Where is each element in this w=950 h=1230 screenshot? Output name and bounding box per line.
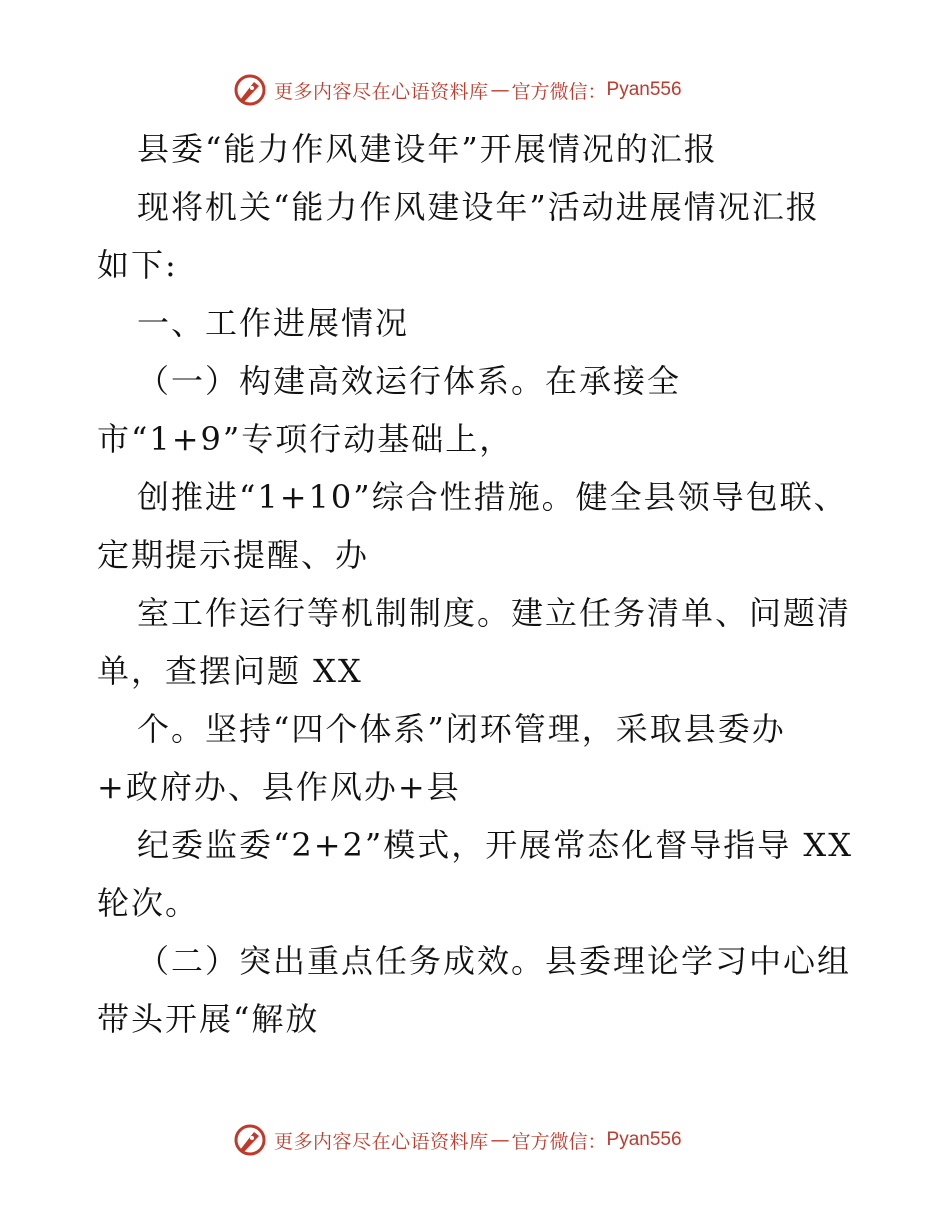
- paragraph-line: （二）突出重点任务成效。县委理论学习中心组: [137, 942, 852, 980]
- paragraph-line: 如下:: [97, 246, 178, 284]
- banner-wechat-id: Pyan556: [606, 79, 682, 100]
- paragraph-line: 一、工作进展情况: [137, 304, 410, 342]
- banner-separator: —: [490, 1129, 510, 1151]
- pen-nib-logo-icon: [232, 1122, 268, 1158]
- banner-wechat-label: 官方微信：: [511, 1130, 607, 1153]
- banner-wechat-id: Pyan556: [606, 1129, 682, 1150]
- paragraph-line: 轮次。: [97, 884, 200, 922]
- paragraph-line: +政府办、县作风办+县: [97, 768, 461, 806]
- banner-wechat-label: 官方微信：: [511, 80, 607, 103]
- banner-separator: —: [490, 79, 510, 101]
- footer-banner: [232, 1120, 682, 1160]
- banner-main-text: 更多内容尽在心语资料库: [274, 80, 489, 103]
- paragraph-line: 定期提示提醒、办: [97, 536, 370, 574]
- paragraph-line: 个。坚持“四个体系”闭环管理，采取县委办: [137, 710, 786, 748]
- pen-nib-logo-icon: [232, 72, 268, 108]
- paragraph-line: 市“1+9”专项行动基础上，: [97, 420, 514, 458]
- document-body: [97, 120, 867, 1048]
- header-banner: [232, 70, 682, 110]
- banner-main-text: 更多内容尽在心语资料库: [274, 1130, 489, 1153]
- paragraph-line: 县委“能力作风建设年”开展情况的汇报: [137, 130, 718, 168]
- paragraph-line: 纪委监委“2+2”模式，开展常态化督导指导 XX: [137, 826, 853, 864]
- paragraph-line: （一）构建高效运行体系。在承接全: [137, 362, 682, 400]
- paragraph-line: 现将机关“能力作风建设年”活动进展情况汇报: [137, 188, 820, 226]
- paragraph-line: 单，查摆问题 XX: [97, 652, 363, 690]
- paragraph-line: 室工作运行等机制制度。建立任务清单、问题清: [137, 594, 852, 632]
- paragraph-line: 创推进“1+10”综合性措施。健全县领导包联、: [137, 478, 848, 516]
- paragraph-line: 带头开展“解放: [97, 1000, 320, 1038]
